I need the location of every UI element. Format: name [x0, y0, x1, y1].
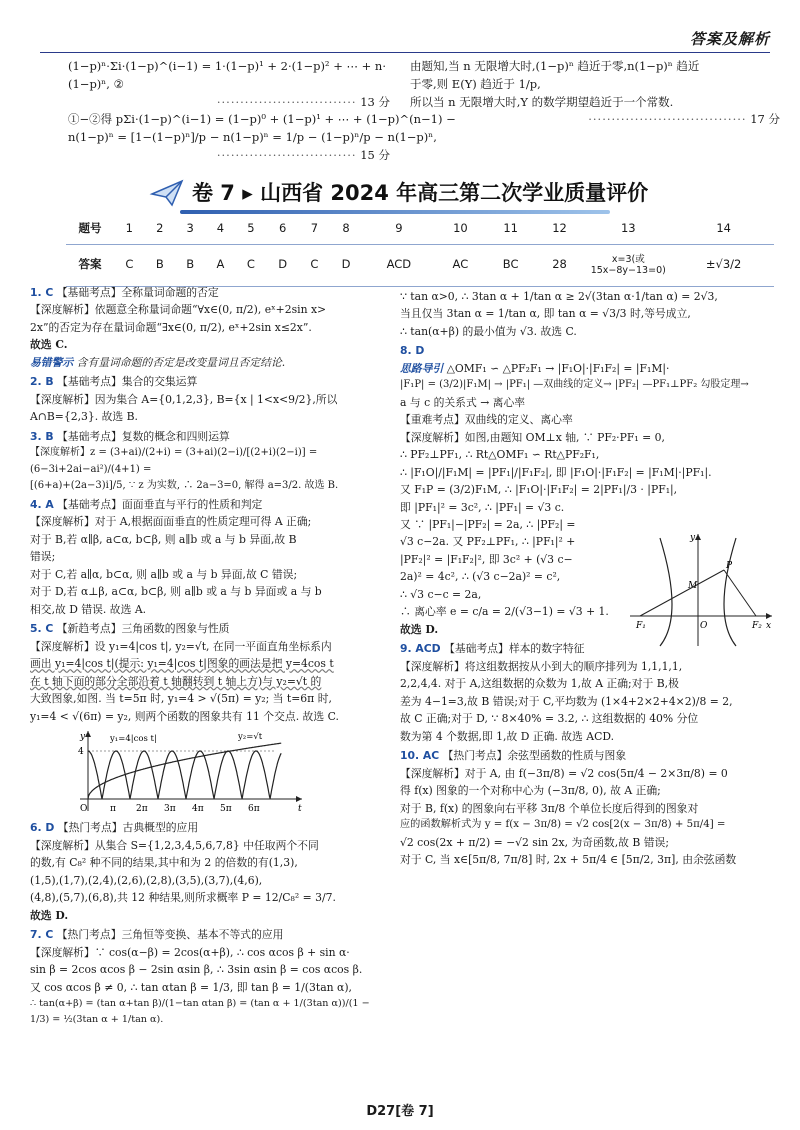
solution-q4 [30, 496, 388, 618]
question-number: 5. C [30, 622, 54, 636]
text-line: y₁=4 < √(6π) = y₂, 则两个函数的图象共有 11 个交点. 故选 C. [30, 709, 339, 723]
table-cell: 6 [266, 214, 299, 244]
text-line: 又 F₁P = (3/2)F₁M, ∴ |F₁O|·|F₁F₂| = 2|PF₁|/3 · |PF₁|, [400, 483, 678, 497]
text-line: 【深度解析】对于 A,根据面面垂直的性质定理可得 A 正确; [30, 515, 312, 529]
text-line: 当且仅当 3tan α = 1/tan α, 即 tan α = √3/3 时,等号成立, [400, 307, 691, 321]
warning-label: 易错警示 [30, 355, 74, 369]
answer-table [66, 214, 774, 287]
text-line: 故选 C. [30, 338, 68, 352]
text-line: ∴ tan(α+β) = (tan α+tan β)/(1−tan αtan β) = (tan α + 1/(3tan α))/(1 − 1/3) = ½(3tan α + 1/tan α). [30, 998, 370, 1025]
knowledge-tag: 【基础考点】集合的交集运算 [57, 375, 198, 389]
hyperbola-left-branch [660, 538, 672, 646]
text-line: |PF₂|² = |F₁F₂|², 即 3c² + (√3 c− [400, 552, 573, 566]
table-cell: 2 [145, 214, 175, 244]
table-cell: 4 [205, 214, 235, 244]
solution-q10 [400, 747, 780, 868]
table-cell: B [145, 244, 175, 286]
text-line: △OMF₁ ∽ △PF₂F₁ → |F₁O|·|F₁F₂| = |F₁M|· [446, 361, 670, 375]
solution-q9 [400, 640, 780, 745]
text-line: √3 c−2a. 又 PF₂⊥PF₁, ∴ |PF₁|² + [400, 535, 576, 549]
solution-q1 [30, 284, 388, 371]
table-cell: B [175, 244, 205, 286]
curve-label-y1: y₁=4|cos t| [110, 734, 157, 745]
text-line: ∴ 离心率 e = c/a = 2/(√3−1) = √3 + 1. [400, 605, 609, 619]
table-cell: C [236, 244, 267, 286]
text-line: (1−p)ⁿ·Σi·(1−p)^(i−1) = 1·(1−p)¹ + 2·(1−p)² + ⋯ + n· [68, 59, 386, 73]
text-line: √2 cos(2x + π/2) = −√2 sin 2x, 为奇函数,故 B 错误; [400, 835, 669, 849]
tick-label: 6π [248, 804, 260, 815]
text-line: 即 |PF₁|² = 3c², ∴ |PF₁| = √3 c. [400, 500, 565, 514]
text-line: (4,8),(5,7),(6,8),共 12 种结果,则所求概率 P = 12/C₈² = 3/7. [30, 891, 336, 905]
score-mark: ······························ 13 分 [216, 94, 390, 109]
text-line: 【深度解析】如图,由题知 OM⊥x 轴, ∵ PF₂·PF₁ = 0, [400, 430, 665, 444]
table-cell: 8 [330, 214, 363, 244]
text-line: 【深度解析】设 y₁=4|cos t|, y₂=√t, 在同一平面直角坐标系内 [30, 639, 332, 653]
text-line: 故选 D. [30, 908, 69, 922]
table-cell: 12 [536, 214, 584, 244]
text-line: |F₁P| = (3/2)|F₁M| → |PF₁| —双曲线的定义→ |PF₂| —PF₁⊥PF₂ 勾股定理→ [400, 379, 749, 391]
solution-q5 [30, 620, 388, 815]
text-line: 2x”的否定为存在量词命题“∃x∈(0, π/2), eˣ+2sin x≤2x”. [30, 320, 312, 334]
solution-q2 [30, 373, 388, 425]
text-line: 对于 C, 当 x∈[5π/8, 7π/8] 时, 2x + 5π/4 ∈ [5π/2, 3π], 由余弦函数 [400, 853, 737, 867]
text-line: 于零,则 E(Y) 趋近于 1/p, [410, 76, 541, 91]
solution-q6 [30, 819, 388, 924]
text-line: 对于 D,若 α⊥β, a⊂α, b⊂β, 则 a∥b 或 a 与 b 异面或 a 与 b [30, 585, 322, 599]
tick-label: 2π [136, 804, 148, 815]
text-line: 得 f(x) 图象的一个对称中心为 (−3π/8, 0), 故 A 正确; [400, 784, 661, 798]
guide-label: 思路导引 [400, 361, 444, 375]
knowledge-tag: 【基础考点】面面垂直与平行的性质和判定 [57, 497, 263, 511]
warning-text: 含有量词命题的否定是改变量词且否定结论. [76, 355, 286, 369]
solution-q7-continued [400, 288, 780, 340]
axis-label-t: t [298, 804, 302, 815]
text-line: 2a)² = 4c², ∴ (√3 c−2a)² = c², [400, 570, 561, 584]
knowledge-tag: 【重难考点】双曲线的定义、离心率 [400, 413, 573, 427]
table-cell: 28 [536, 244, 584, 286]
curve-label-y2: y₂=√t [238, 732, 263, 743]
question-number: 4. A [30, 497, 54, 511]
question-number: 2. B [30, 375, 54, 389]
prev-solution-right [410, 58, 780, 129]
text-line: (1−p)ⁿ, ② [68, 76, 124, 91]
text-line: n(1−p)ⁿ = [1−(1−p)ⁿ]/p − n(1−p)ⁿ = 1/p − (1−p)ⁿ/p − n(1−p)ⁿ, [68, 130, 437, 145]
table-cell: D [266, 244, 299, 286]
table-cell: BC [486, 244, 536, 286]
text-line: 由题知,当 n 无限增大时,(1−p)ⁿ 趋近于零,n(1−p)ⁿ 趋近 [410, 59, 700, 73]
table-cell: 14 [673, 214, 774, 244]
table-cell: 7 [299, 214, 330, 244]
text-line: ①−②得 pΣi·(1−p)^(i−1) = (1−p)⁰ + (1−p)¹ + ⋯ + (1−p)^(n−1) − [68, 112, 456, 127]
text-line: 【深度解析】z = (3+ai)/(2+i) = (3+ai)(2−i)/[(2+i)(2−i)] = (6−3i+2ai−ai²)/(4+1) = [30, 447, 318, 475]
score-mark: ·································· 17 分 [588, 112, 780, 127]
tick-label: 4 [78, 747, 84, 758]
text-line: 差为 4−1=3,故 B 错误;对于 C,平均数为 (1×4+2×2+4×2)/8 = 2, [400, 694, 733, 708]
score-mark: ······························ 15 分 [216, 148, 390, 163]
text-line: 大致图象,如图. 当 t=5π 时, y₁=4 > √(5π) = y₂; 当 t=6π 时, [30, 692, 332, 706]
solutions-right-column [400, 288, 780, 871]
text-line: 2,2,4,4. 对于 A,这组数据的众数为 1,故 A 正确;对于 B,极 [400, 677, 679, 691]
table-cell: 11 [486, 214, 536, 244]
text-line: 故 C 正确;对于 D, ∵ 8×40% = 3.2, ∴ 这组数据的 40% 分位 [400, 712, 699, 726]
fig-label: P [726, 561, 733, 572]
fig-label: F₂ [752, 621, 762, 632]
fig-label: O [700, 621, 708, 632]
text-line: 对于 C,若 a∥α, b⊂α, 则 a∥b 或 a 与 b 异面,故 C 错误; [30, 567, 298, 581]
table-cell: 5 [236, 214, 267, 244]
tick-label: O [80, 804, 88, 815]
knowledge-tag: 【热门考点】古典概型的应用 [57, 821, 199, 835]
table-cell: x=3(或15x−8y−13=0) [583, 244, 673, 286]
solution-q7 [30, 926, 388, 1027]
fig-label: y [690, 533, 696, 544]
text-line: 对于 B,若 α∥β, a⊂α, b⊂β, 则 a∥b 或 a 与 b 异面,故 B [30, 532, 297, 546]
text-line: 相交,故 D 错误. 故选 A. [30, 602, 147, 616]
text-line: (1,5),(1,7),(2,4),(2,6),(2,8),(3,5),(3,7),(4,6), [30, 873, 263, 887]
text-line: [(6+a)+(2a−3)i]/5, ∵ z 为实数, ∴ 2a−3=0, 解得 a=3/2. 故选 B. [30, 479, 339, 491]
knowledge-tag: 【热门考点】三角恒等变换、基本不等式的应用 [56, 928, 284, 942]
table-row [66, 244, 774, 286]
text-line: 【深度解析】因为集合 A={0,1,2,3}, B={x | 1<x<9/2},所以 [30, 392, 338, 406]
text-line: 又 ∵ |PF₁|−|PF₂| = 2a, ∴ |PF₂| = [400, 518, 576, 531]
text-line: 【深度解析】对于 A, 由 f(−3π/8) = √2 cos(5π/4 − 2×3π/8) = 0 [400, 766, 728, 780]
text-line: 的数,有 C₈² 种不同的结果,其中和为 2 的倍数的有(1,3), [30, 856, 298, 870]
table-header: 题号 [66, 214, 114, 244]
tick-label: π [110, 804, 116, 815]
paper-plane-icon [150, 178, 184, 208]
text-line: 【深度解析】∵ cos(α−β) = 2cos(α+β), ∴ cos αcos β + sin α· [30, 945, 350, 959]
tick-label: 4π [192, 804, 204, 815]
table-cell: ACD [362, 244, 435, 286]
table-cell: 10 [435, 214, 485, 244]
text-line: sin β = 2cos αcos β − 2sin αsin β, ∴ 3sin αsin β = cos αcos β. [30, 963, 363, 977]
text-line: 数为第 4 个数据,即 1,故 D 正确. 故选 ACD. [400, 729, 615, 743]
question-number: 9. ACD [400, 642, 441, 656]
knowledge-tag: 【新趋考点】三角函数的图象与性质 [56, 622, 230, 636]
page-footer: D27[卷 7] [366, 1104, 434, 1119]
question-number: 7. C [30, 928, 54, 942]
axis-label-y: y [80, 732, 86, 743]
table-cell: C [299, 244, 330, 286]
solution-q8 [400, 342, 780, 638]
table-cell: A [205, 244, 235, 286]
question-number: 8. D [400, 344, 425, 358]
knowledge-tag: 【基础考点】全称量词命题的否定 [56, 286, 219, 299]
text-line: ∴ tan(α+β) 的最小值为 √3. 故选 C. [400, 324, 577, 338]
text-line: 画出 y₁=4|cos t|(提示: y₁=4|cos t|图象的画法是把 y=4cos t [30, 657, 334, 671]
section-title [150, 176, 649, 210]
text-line: 【深度解析】从集合 S={1,2,3,4,5,6,7,8} 中任取两个不同 [30, 838, 319, 852]
hyperbola-right-branch [724, 538, 736, 646]
text-line: 又 cos αcos β ≠ 0, ∴ tan αtan β = 1/3, 即 tan β = 1/(3tan α), [30, 980, 352, 994]
text-line: 应的函数解析式为 y = f(x − 3π/8) = √2 cos[2(x − 3π/8) + 5π/4] = [400, 819, 726, 831]
y1-curve [88, 751, 281, 799]
table-cell: D [330, 244, 363, 286]
text-line: 对于 B, f(x) 的图象向右平移 3π/8 个单位长度后得到的图象对 [400, 801, 699, 815]
text-line: ∴ |F₁O|/|F₁M| = |PF₁|/|F₁F₂|, 即 |F₁O|·|F₁F₂| = |F₁M|·|PF₁|. [400, 465, 712, 479]
question-number: 3. B [30, 429, 54, 443]
cos-sqrt-graph [70, 727, 310, 815]
table-row [66, 214, 774, 244]
title-text: 卷 7 ▸ 山西省 2024 年高三第二次学业质量评价 [192, 180, 649, 205]
question-number: 1. C [30, 286, 54, 299]
fig-label: x [766, 621, 772, 632]
question-number: 6. D [30, 821, 55, 835]
table-cell: C [114, 244, 145, 286]
text-line: A∩B={2,3}. 故选 B. [30, 410, 138, 424]
table-header: 答案 [66, 244, 114, 286]
table-cell: 3 [175, 214, 205, 244]
prev-solution-left [68, 58, 456, 165]
header-tag: 答案及解析 [689, 30, 770, 48]
tick-label: 5π [220, 804, 232, 815]
text-line: 故选 D. [400, 622, 439, 636]
text-line: 所以当 n 无限增大时,Y 的数学期望趋近于一个常数. [410, 94, 674, 109]
text-line: 在 t 轴下面的部分全部沿着 t 轴翻转到 t 轴上方)与 y₂=√t 的 [30, 674, 322, 688]
text-line: ∴ √3 c−c = 2a, [400, 587, 482, 601]
table-cell: 9 [362, 214, 435, 244]
knowledge-tag: 【热门考点】余弦型函数的性质与图象 [442, 749, 627, 763]
table-cell: 1 [114, 214, 145, 244]
text-line: 【深度解析】依题意全称量词命题“∀x∈(0, π/2), eˣ+2sin x> [30, 303, 327, 317]
text-line: 错误; [30, 550, 56, 564]
table-cell: AC [435, 244, 485, 286]
solution-q3 [30, 428, 388, 494]
fig-label: M [688, 581, 698, 592]
text-line: ∵ tan α>0, ∴ 3tan α + 1/tan α ≥ 2√(3tan α·1/tan α) = 2√3, [400, 290, 718, 303]
text-line: a 与 c 的关系式 → 离心率 [400, 395, 526, 409]
table-cell: ±√3/2 [673, 244, 774, 286]
knowledge-tag: 【基础考点】样本的数字特征 [444, 642, 585, 656]
hyperbola-figure [626, 530, 776, 650]
header-rule [40, 52, 770, 53]
knowledge-tag: 【基础考点】复数的概念和四则运算 [57, 429, 230, 443]
table-cell: 13 [583, 214, 673, 244]
fig-label: F₁ [636, 621, 646, 632]
tick-label: 3π [164, 804, 176, 815]
question-number: 10. AC [400, 749, 440, 763]
text-line: ∴ PF₂⊥PF₁, ∴ Rt△OMF₁ ∽ Rt△PF₂F₁, [400, 448, 600, 462]
text-line: 【深度解析】将这组数据按从小到大的顺序排列为 1,1,1,1, [400, 659, 683, 673]
solutions-left-column [30, 284, 388, 1029]
